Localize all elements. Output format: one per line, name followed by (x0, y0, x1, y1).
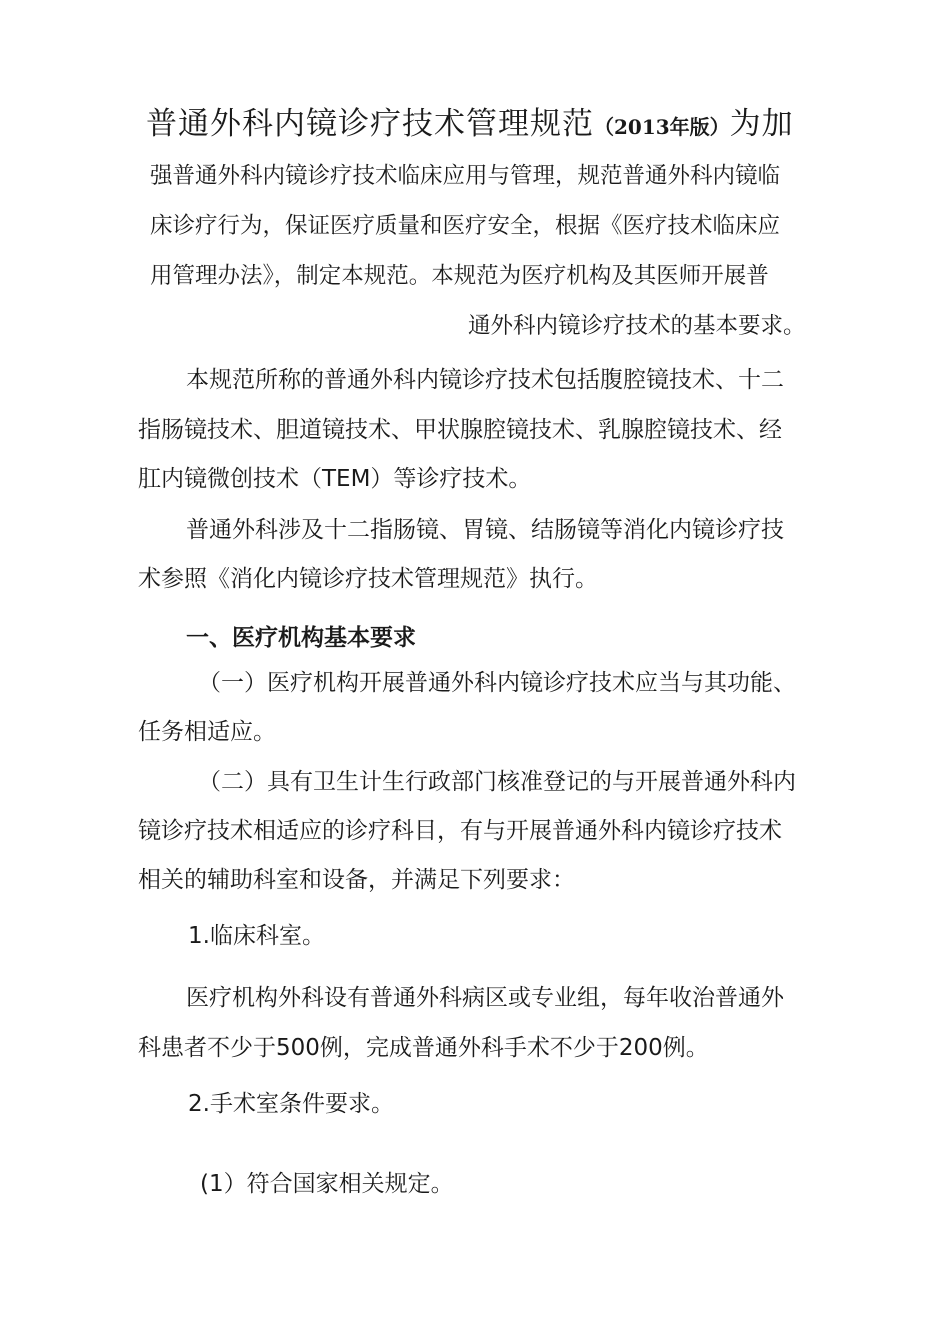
intro-line-1: 强普通外科内镜诊疗技术临床应用与管理，规范普通外科内镜临 (150, 163, 781, 189)
item2-line-2: 镜诊疗技术相适应的诊疗科目，有与开展普通外科内镜诊疗技术 (138, 818, 782, 844)
sub2-item-1: (1）符合国家相关规定。 (200, 1171, 454, 1197)
item2-line-3: 相关的辅助科室和设备，并满足下列要求： (138, 867, 575, 893)
title-main: 普通外科内镜诊疗技术管理规范 (146, 106, 594, 142)
title-tail: 为加 (729, 106, 794, 142)
item1-line-1: （一）医疗机构开展普通外科内镜诊疗技术应当与其功能、 (198, 670, 796, 696)
scope-line-3: 肛内镜微创技术（TEM）等诊疗技术。 (138, 466, 532, 492)
item1-line-2: 任务相适应。 (138, 719, 276, 745)
sub1-line-2: 科患者不少于500例，完成普通外科手术不少于200例。 (138, 1035, 709, 1061)
section-heading: 一、医疗机构基本要求 (186, 625, 416, 651)
sub1-line-1: 医疗机构外科设有普通外科病区或专业组，每年收治普通外 (186, 985, 784, 1011)
scope-line-2: 指肠镜技术、胆道镜技术、甲状腺腔镜技术、乳腺腔镜技术、经 (138, 417, 782, 443)
intro-line-4: 通外科内镜诊疗技术的基本要求。 (468, 313, 806, 339)
scope-line-1: 本规范所称的普通外科内镜诊疗技术包括腹腔镜技术、十二 (186, 367, 784, 393)
intro-line-2: 床诊疗行为，保证医疗质量和医疗安全，根据《医疗技术临床应 (150, 213, 781, 239)
item2-line-1: （二）具有卫生计生行政部门核准登记的与开展普通外科内 (198, 769, 796, 795)
sub2-heading: 2.手术室条件要求。 (188, 1091, 394, 1117)
document-title (146, 98, 794, 143)
title-edition: （2013年版） (594, 115, 730, 139)
intro-line-3: 用管理办法》，制定本规范。本规范为医疗机构及其医师开展普 (150, 263, 769, 289)
sub1-heading: 1.临床科室。 (188, 923, 325, 949)
digestive-line-1: 普通外科涉及十二指肠镜、胃镜、结肠镜等消化内镜诊疗技 (186, 517, 784, 543)
digestive-line-2: 术参照《消化内镜诊疗技术管理规范》执行。 (138, 566, 598, 592)
